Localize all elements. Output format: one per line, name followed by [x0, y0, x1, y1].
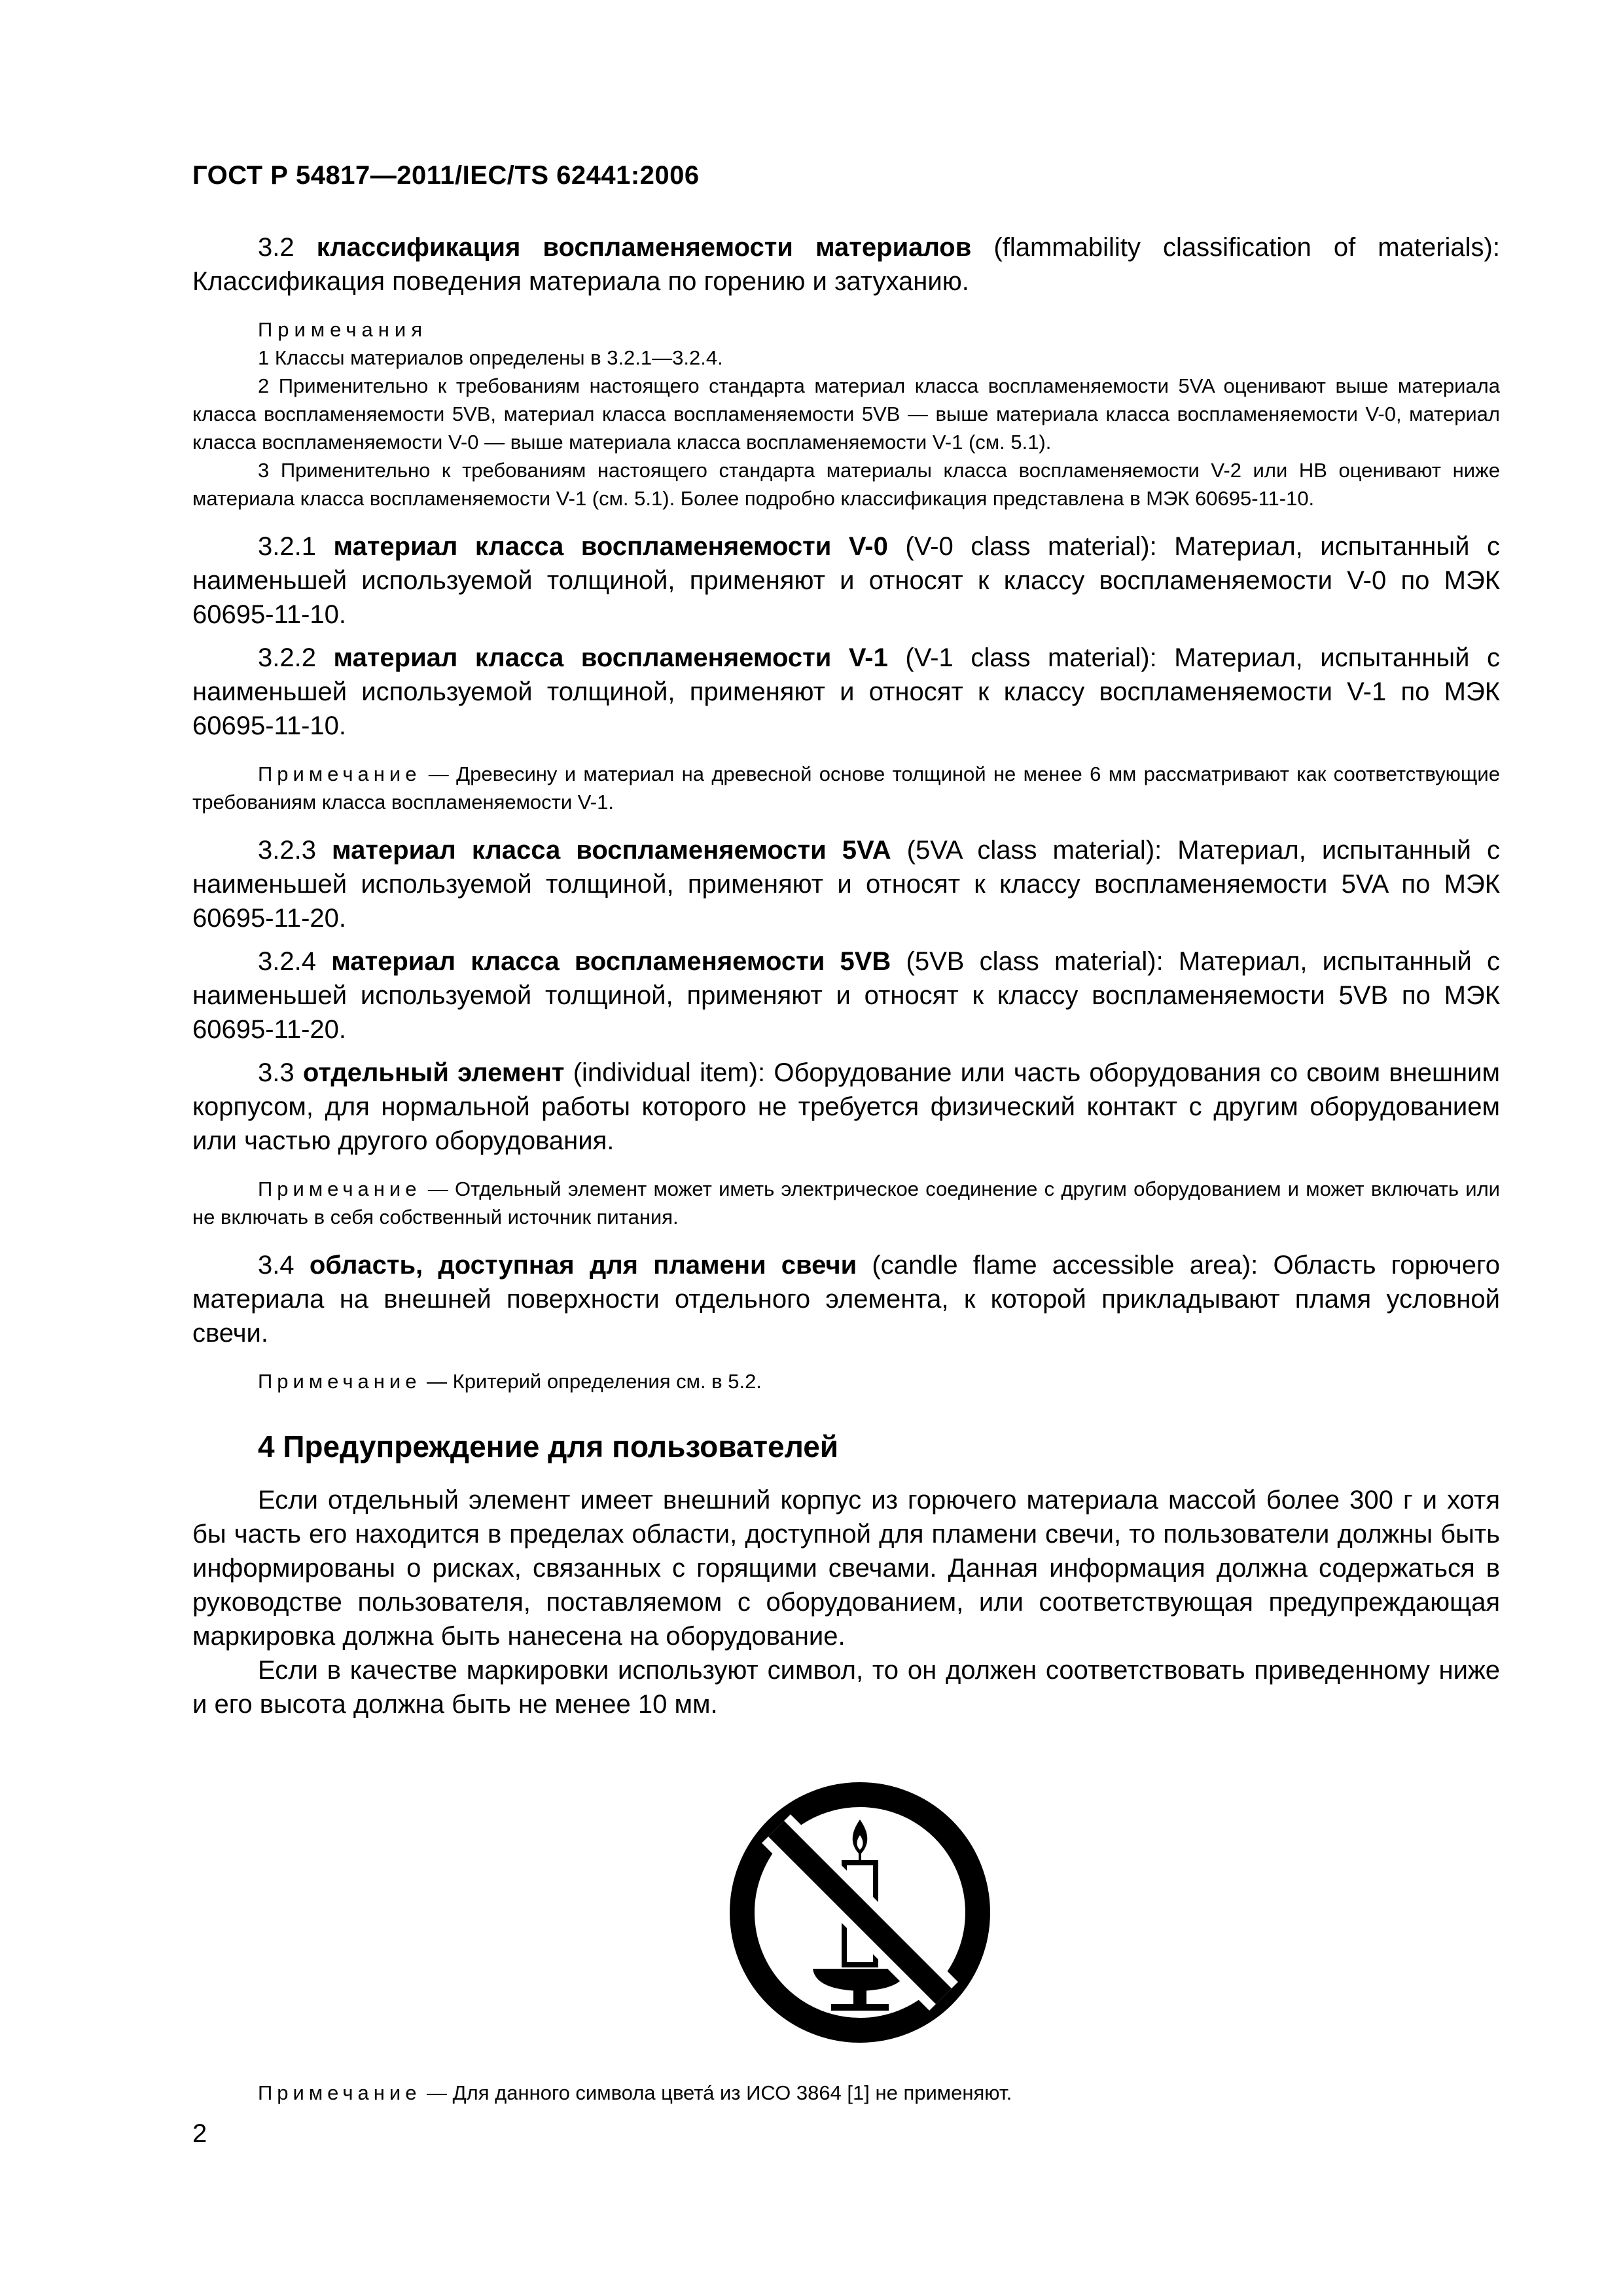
- note-text: — Отдельный элемент может иметь электрическое соединение с другим оборудованием и может включать или не включать в себя собственный источник питания.: [192, 1177, 1500, 1229]
- note-text: — Критерий определения см. в 5.2.: [421, 1370, 762, 1393]
- symbol-area: [192, 1782, 1500, 2043]
- clause-term: отдельный элемент: [302, 1058, 565, 1087]
- note-3-4: [192, 1367, 1500, 1395]
- clause-term: область, доступная для пламени свечи: [309, 1251, 857, 1280]
- clause-3-4: [192, 1248, 1500, 1350]
- clause-number: 3.2: [258, 233, 294, 262]
- section-4-paragraph-2: Если в качестве маркировки используют символ, то он должен соответствовать приведенному ниже и его высота должна быть не менее 10 мм.: [192, 1656, 1500, 1719]
- clause-text: (candle flame accessible area): Область горючего материала на внешней поверхности отдельного элемента, к которой прикладывают пламя условной свечи.: [192, 1251, 1500, 1348]
- note-item: 3 Применительно к требованиям настоящего стандарта материалы класса воспламеняемости V-2 или HB оценивают ниже материала класса воспламеняемости V-1 (см. 5.1). Более подробно классификация представлена в МЭК 60695-11-10.: [192, 459, 1500, 510]
- clause-text: (5VA class material): Материал, испытанный с наименьшей используемой толщиной, применяют и относят к классу воспламеняемости 5VA по МЭК 60695-11-20.: [192, 836, 1500, 933]
- clause-text: (5VB class material): Материал, испытанный с наименьшей используемой толщиной, применяют и относят к классу воспламеняемости 5VB по МЭК 60695-11-20.: [192, 947, 1500, 1044]
- clause-number: 3.3: [258, 1058, 294, 1087]
- clause-text: (individual item): Оборудование или часть оборудования со своим внешним корпусом, для нормальной работы которого не требуется физический контакт с другим оборудованием или частью другого оборудования.: [192, 1058, 1500, 1155]
- clause-number: 3.2.4: [258, 947, 316, 976]
- note-symbol: [192, 2079, 1500, 2107]
- clause-term: материал класса воспламеняемости 5VA: [332, 836, 891, 865]
- clause-term: материал класса воспламеняемости V-0: [333, 532, 888, 561]
- clause-3-2: [192, 230, 1500, 298]
- note-label: Примечание: [258, 2081, 421, 2104]
- page-number: 2: [192, 2119, 207, 2148]
- clause-number: 3.2.1: [258, 532, 316, 561]
- note-item: 2 Применительно к требованиям настоящего стандарта материал класса воспламеняемости 5VA оценивают выше материала класса воспламеняемости 5VB, материал класса воспламеняемости 5VB — выше материала класса воспламеняемости V-0, материал класса воспламеняемости V-0 — выше материала класса воспламеняемости V-1 (см. 5.1).: [192, 374, 1500, 454]
- clause-text: (V-1 class material): Материал, испытанный с наименьшей используемой толщиной, применяют и относят к классу воспламеняемости V-1 по МЭК 60695-11-10.: [192, 643, 1500, 740]
- note-3-3: [192, 1175, 1500, 1231]
- clause-term: классификация воспламеняемости материалов: [316, 233, 972, 262]
- clause-3-2-4: [192, 944, 1500, 1047]
- clause-3-2-2: [192, 641, 1500, 743]
- clause-3-3: [192, 1056, 1500, 1158]
- section-4-paragraph-1: Если отдельный элемент имеет внешний корпус из горючего материала массой более 300 г и хотя бы часть его находится в пределах области, доступной для пламени свечи, то пользователи должны быть информированы о рисках, связанных с горящими свечами. Данная информация должна содержаться в руководстве пользователя, поставляемом с оборудованием, или соответствующая предупреждающая маркировка должна быть нанесена на оборудование.: [192, 1486, 1500, 1651]
- clause-number: 3.2.2: [258, 643, 316, 672]
- note-label: Примечание: [258, 1177, 421, 1200]
- note-text: — Для данного символа цвета́ из ИСО 3864 [1] не применяют.: [421, 2081, 1012, 2104]
- clause-3-2-3: [192, 833, 1500, 935]
- clause-text: (flammability classification of materials): Классификация поведения материала по горению и затуханию.: [192, 233, 1500, 296]
- section-4-title: 4 Предупреждение для пользователей: [258, 1429, 839, 1463]
- clause-3-2-1: [192, 529, 1500, 632]
- note-label: Примечание: [258, 762, 421, 785]
- note-label: Примечание: [258, 1370, 421, 1393]
- no-candle-icon: [729, 1782, 991, 2043]
- note-item: 1 Классы материалов определены в 3.2.1—3.2.4.: [258, 346, 723, 369]
- clause-text: (V-0 class material): Материал, испытанный с наименьшей используемой толщиной, применяют и относят к классу воспламеняемости V-0 по МЭК 60695-11-10.: [192, 532, 1500, 629]
- note-text: — Древесину и материал на древесной основе толщиной не менее 6 мм рассматривают как соответствующие требованиям класса воспламеняемости V-1.: [192, 762, 1500, 814]
- clause-term: материал класса воспламеняемости V-1: [333, 643, 888, 672]
- clause-term: материал класса воспламеняемости 5VB: [331, 947, 891, 976]
- page-content: [192, 230, 1500, 2107]
- clause-number: 3.2.3: [258, 836, 316, 865]
- clause-number: 3.4: [258, 1251, 294, 1280]
- notes-label: Примечания: [258, 318, 427, 341]
- note-3-2-2: [192, 760, 1500, 816]
- document-header: ГОСТ Р 54817—2011/IEC/TS 62441:2006: [192, 161, 700, 190]
